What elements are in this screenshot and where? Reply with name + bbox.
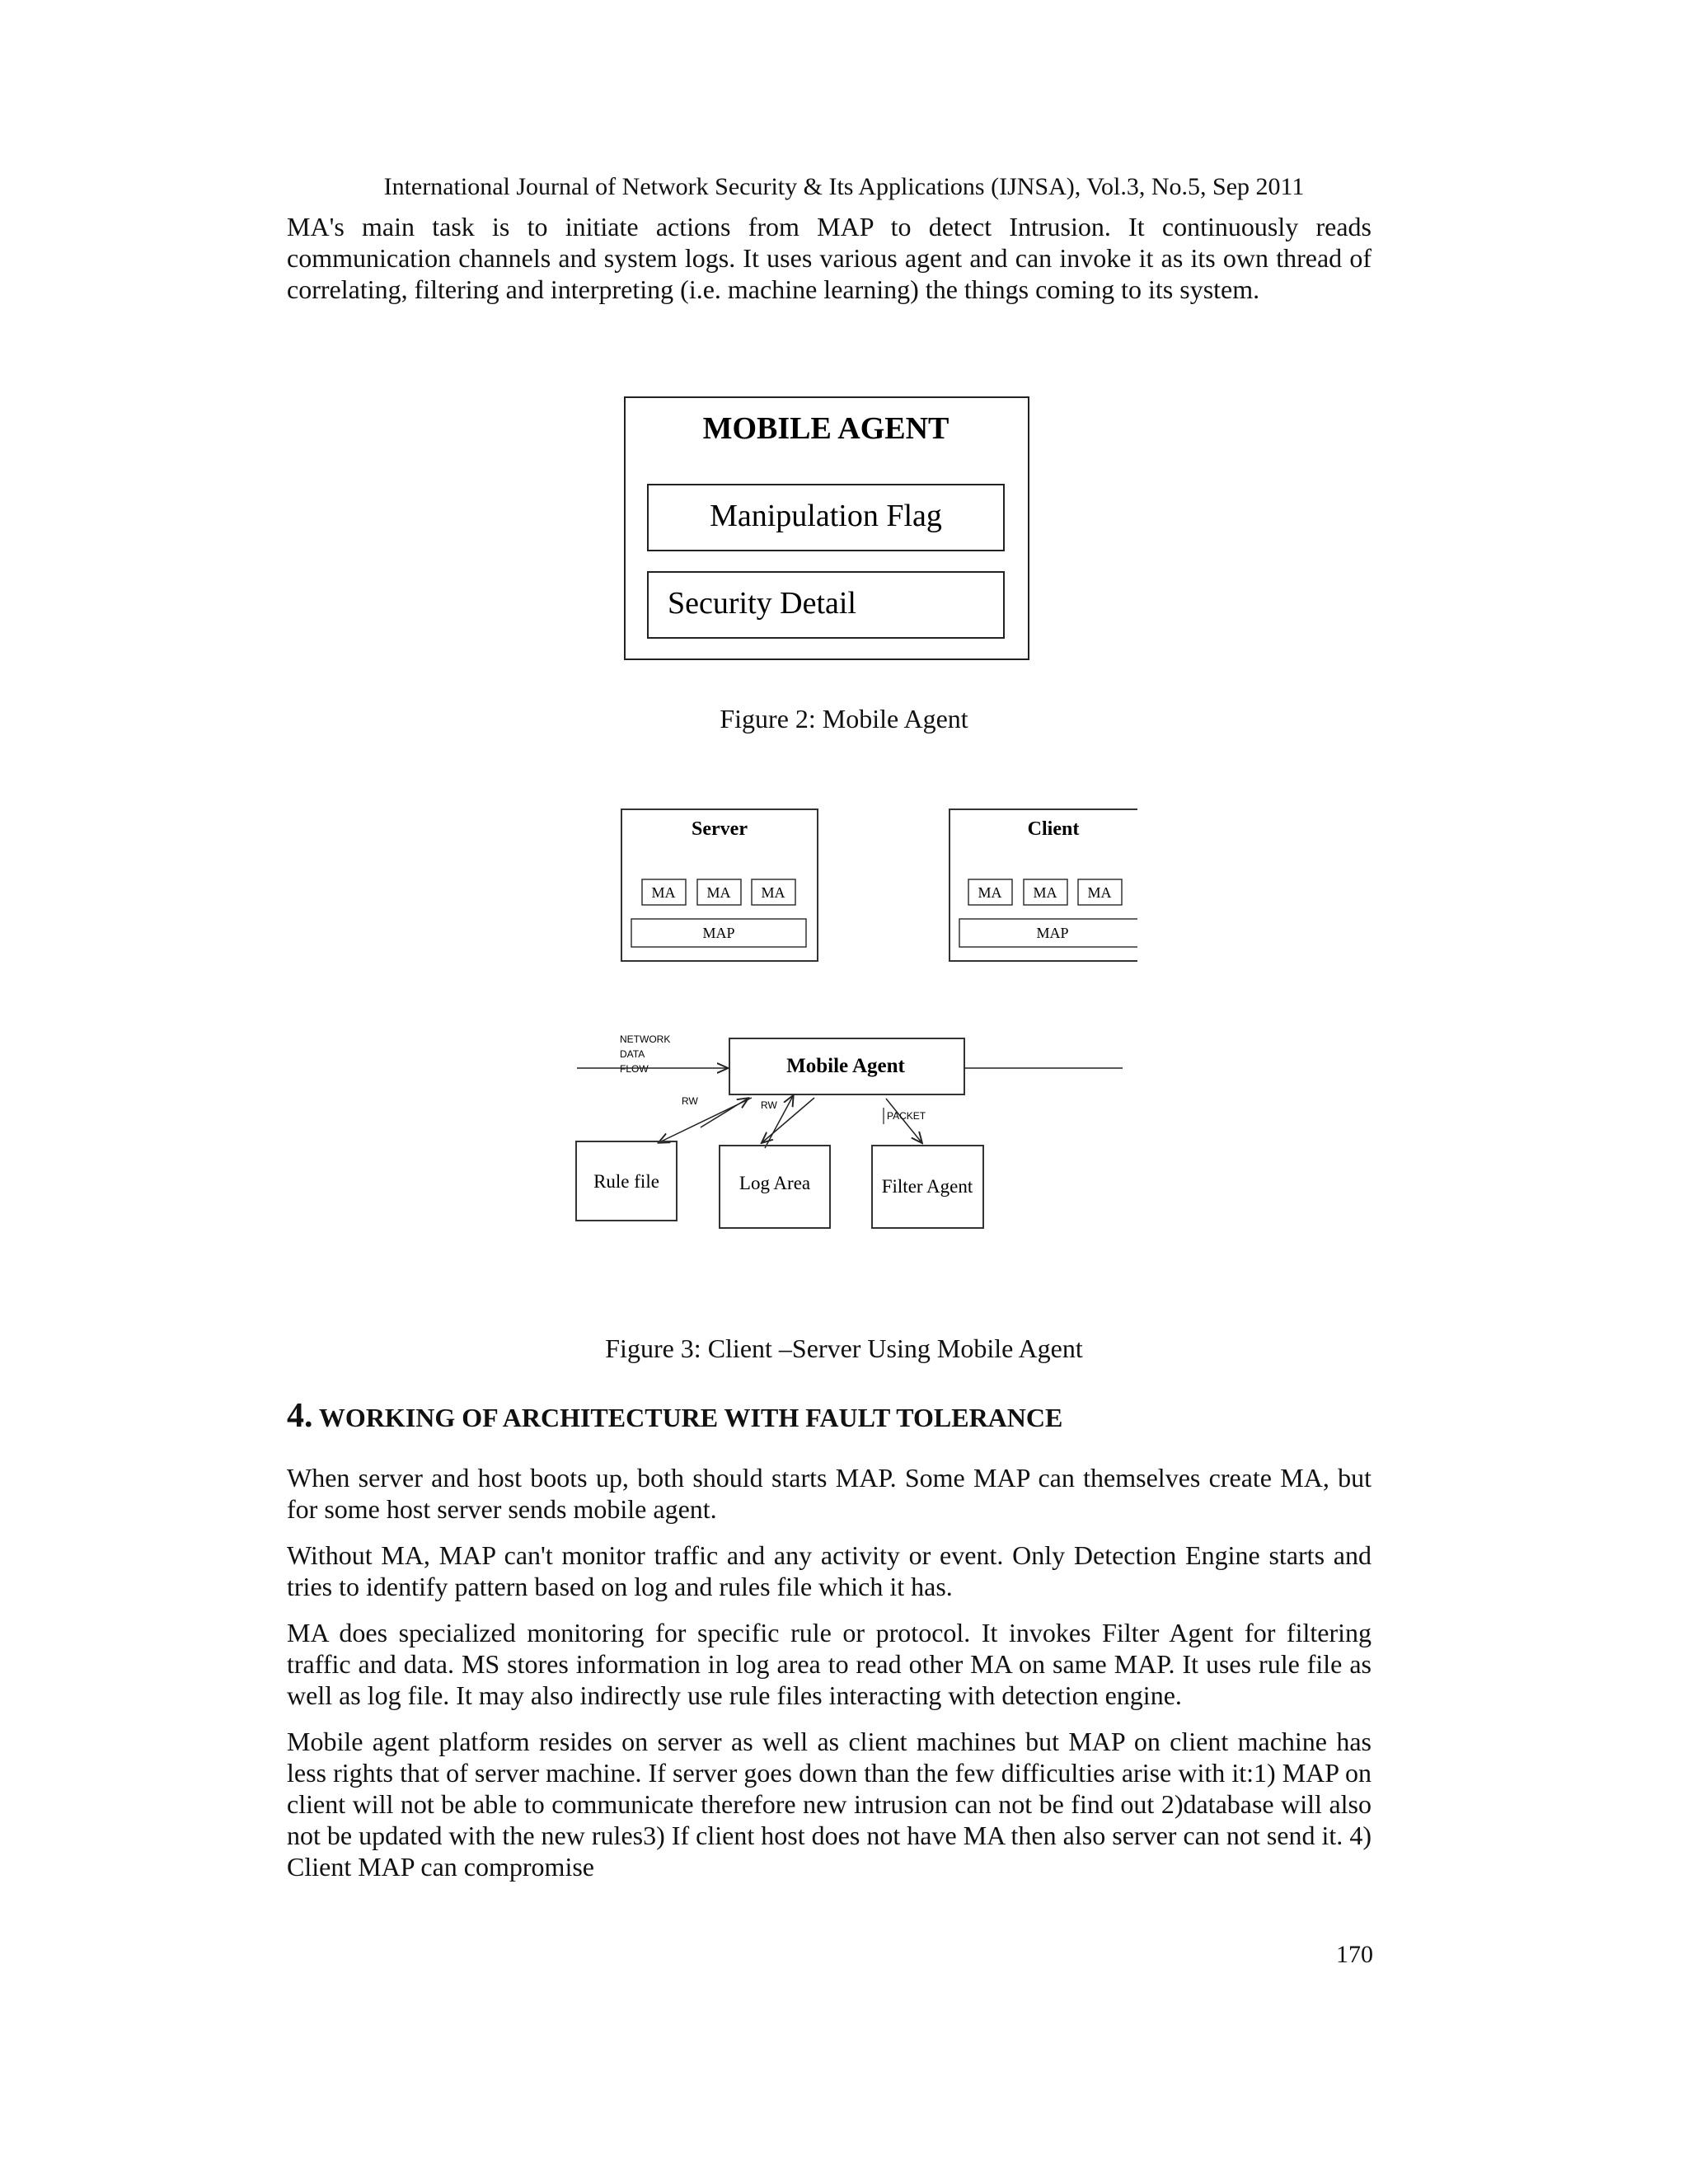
server-map: MAP <box>702 925 735 941</box>
network-label-3: FLOW <box>620 1063 649 1075</box>
section-number: 4. <box>287 1397 313 1435</box>
packet-label: PACKET <box>887 1110 926 1122</box>
client-map: MAP <box>1036 925 1069 941</box>
figure-2-caption: Figure 2: Mobile Agent <box>720 704 968 733</box>
filter-agent-label: Filter Agent <box>881 1176 973 1197</box>
running-header: International Journal of Network Security & Its Applications (IJNSA), Vol.3, No.5, Sep 2011 <box>383 173 1305 200</box>
manipulation-flag-label: Manipulation Flag <box>710 499 942 533</box>
mobile-agent-label: Mobile Agent <box>786 1055 905 1077</box>
network-label-2: DATA <box>620 1048 645 1060</box>
network-label-1: NETWORK <box>620 1033 671 1045</box>
body-paragraph-2: Without MA, MAP can't monitor traffic and any activity or event. Only Detection Engine starts and tries to identify pattern based on log and rules file which it has. <box>287 1540 1372 1601</box>
security-detail-label: Security Detail <box>668 586 856 621</box>
rule-file-label: Rule file <box>593 1171 659 1192</box>
server-ma-3: MA <box>761 884 785 901</box>
server-ma-1: MA <box>651 884 676 901</box>
rw-label-2: RW <box>761 1099 777 1111</box>
figure-2-mobile-agent <box>623 396 1031 663</box>
rw-label-1: RW <box>682 1095 698 1107</box>
figure-2-title: MOBILE AGENT <box>702 411 950 446</box>
server-label: Server <box>692 818 748 840</box>
section-title: WORKING OF ARCHITECTURE WITH FAULT TOLERANCE <box>318 1403 1063 1432</box>
client-ma-1: MA <box>978 884 1002 901</box>
client-ma-2: MA <box>1033 884 1057 901</box>
figure-3-mobile-agent-flow <box>569 1022 1146 1244</box>
body-paragraph-4: Mobile agent platform resides on server as well as client machines but MAP on client machine has less rights that of server machine. If server goes down than the few difficulties arise with it:1) MAP on client will not be able to communicate therefore new intrusion can not be find out 2)database will also not be updated with the new rules3) If client host does not have MA then also server can not send it. 4) Client MAP can compromise <box>287 1727 1372 1882</box>
body-paragraph-3: MA does specialized monitoring for specific rule or protocol. It invokes Filter Agent for filtering traffic and data. MS stores information in log area to read other MA on same MAP. It uses rule file as well as log file. It may also indirectly use rule files interacting with detection engine. <box>287 1618 1372 1710</box>
section-heading <box>287 1396 1062 1436</box>
client-label: Client <box>1027 818 1080 840</box>
client-ma-3: MA <box>1087 884 1112 901</box>
log-area-label: Log Area <box>738 1173 811 1193</box>
intro-paragraph: MA's main task is to initiate actions from MAP to detect Intrusion. It continuously reads communication channels and system logs. It uses various agent and can invoke it as its own thread of correlating, filtering and interpreting (i.e. machine learning) the things coming to its system. <box>287 212 1372 304</box>
page-number: 170 <box>1336 1941 1373 1968</box>
server-ma-2: MA <box>706 884 731 901</box>
body-paragraph-1: When server and host boots up, both should starts MAP. Some MAP can themselves create MA, but for some host server sends mobile agent. <box>287 1463 1372 1524</box>
figure-3-caption: Figure 3: Client –Server Using Mobile Agent <box>605 1333 1083 1363</box>
